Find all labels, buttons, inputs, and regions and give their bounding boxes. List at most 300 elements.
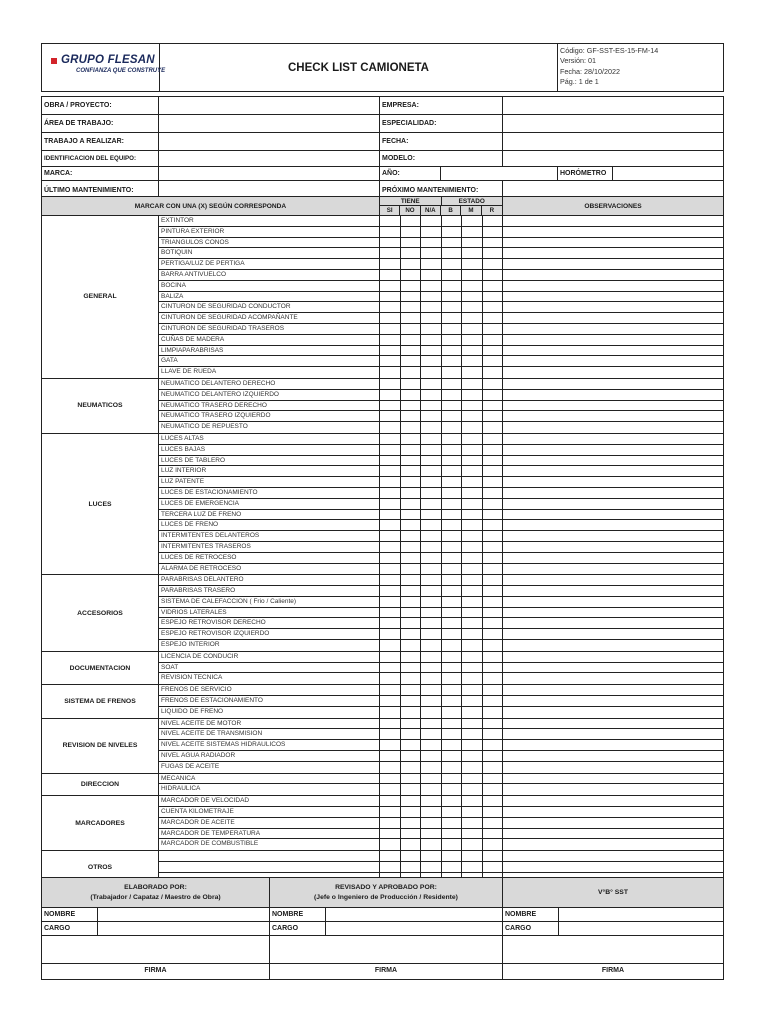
checkbox-na[interactable]	[421, 652, 442, 662]
checkbox-na[interactable]	[421, 618, 442, 628]
checkbox-b[interactable]	[442, 510, 463, 520]
checkbox-m[interactable]	[462, 520, 483, 530]
checkbox-si[interactable]	[380, 673, 401, 684]
checkbox-b[interactable]	[442, 379, 463, 389]
checkbox-na[interactable]	[421, 673, 442, 684]
checkbox-m[interactable]	[462, 829, 483, 839]
checkbox-no[interactable]	[401, 629, 422, 639]
checkbox-b[interactable]	[442, 411, 463, 421]
checkbox-si[interactable]	[380, 685, 401, 695]
checkbox-b[interactable]	[442, 248, 463, 258]
anio-field[interactable]	[441, 167, 558, 180]
checkbox-m[interactable]	[462, 673, 483, 684]
checkbox-r[interactable]	[483, 488, 504, 498]
checkbox-si[interactable]	[380, 796, 401, 806]
checkbox-si[interactable]	[380, 335, 401, 345]
observation-field[interactable]	[503, 851, 723, 861]
checkbox-m[interactable]	[462, 608, 483, 618]
observation-field[interactable]	[503, 685, 723, 695]
observation-field[interactable]	[503, 640, 723, 651]
checkbox-no[interactable]	[401, 796, 422, 806]
checkbox-no[interactable]	[401, 719, 422, 729]
checkbox-na[interactable]	[421, 216, 442, 226]
checkbox-m[interactable]	[462, 335, 483, 345]
checkbox-si[interactable]	[380, 281, 401, 291]
checkbox-no[interactable]	[401, 696, 422, 706]
checkbox-na[interactable]	[421, 784, 442, 795]
checkbox-b[interactable]	[442, 259, 463, 269]
checkbox-r[interactable]	[483, 751, 504, 761]
checkbox-b[interactable]	[442, 216, 463, 226]
checkbox-b[interactable]	[442, 292, 463, 302]
checkbox-no[interactable]	[401, 829, 422, 839]
checkbox-m[interactable]	[462, 818, 483, 828]
checkbox-r[interactable]	[483, 445, 504, 455]
cargo-field[interactable]	[326, 922, 502, 935]
checkbox-no[interactable]	[401, 663, 422, 673]
checkbox-na[interactable]	[421, 324, 442, 334]
checkbox-m[interactable]	[462, 248, 483, 258]
observation-field[interactable]	[503, 510, 723, 520]
checkbox-r[interactable]	[483, 608, 504, 618]
checkbox-m[interactable]	[462, 784, 483, 795]
checkbox-r[interactable]	[483, 401, 504, 411]
observation-field[interactable]	[503, 356, 723, 366]
checkbox-m[interactable]	[462, 663, 483, 673]
checkbox-na[interactable]	[421, 707, 442, 718]
checkbox-no[interactable]	[401, 652, 422, 662]
observation-field[interactable]	[503, 401, 723, 411]
checkbox-si[interactable]	[380, 248, 401, 258]
checkbox-m[interactable]	[462, 401, 483, 411]
checkbox-b[interactable]	[442, 335, 463, 345]
checkbox-r[interactable]	[483, 673, 504, 684]
checkbox-m[interactable]	[462, 862, 483, 872]
observation-field[interactable]	[503, 829, 723, 839]
checkbox-no[interactable]	[401, 216, 422, 226]
checkbox-b[interactable]	[442, 751, 463, 761]
checkbox-no[interactable]	[401, 313, 422, 323]
checkbox-m[interactable]	[462, 259, 483, 269]
checkbox-b[interactable]	[442, 466, 463, 476]
checkbox-r[interactable]	[483, 851, 504, 861]
checkbox-m[interactable]	[462, 762, 483, 773]
observation-field[interactable]	[503, 488, 723, 498]
observation-field[interactable]	[503, 292, 723, 302]
checkbox-r[interactable]	[483, 862, 504, 872]
checkbox-m[interactable]	[462, 488, 483, 498]
checkbox-m[interactable]	[462, 227, 483, 237]
modelo-field[interactable]	[503, 151, 723, 166]
checkbox-si[interactable]	[380, 456, 401, 466]
checkbox-b[interactable]	[442, 575, 463, 585]
checkbox-no[interactable]	[401, 401, 422, 411]
checkbox-r[interactable]	[483, 807, 504, 817]
checkbox-na[interactable]	[421, 248, 442, 258]
signature-area[interactable]	[503, 936, 723, 964]
checkbox-si[interactable]	[380, 608, 401, 618]
checkbox-si[interactable]	[380, 652, 401, 662]
checkbox-m[interactable]	[462, 796, 483, 806]
checkbox-si[interactable]	[380, 531, 401, 541]
checkbox-no[interactable]	[401, 751, 422, 761]
checkbox-si[interactable]	[380, 862, 401, 872]
checkbox-no[interactable]	[401, 335, 422, 345]
checkbox-b[interactable]	[442, 281, 463, 291]
checkbox-m[interactable]	[462, 719, 483, 729]
checkbox-si[interactable]	[380, 784, 401, 795]
checkbox-r[interactable]	[483, 292, 504, 302]
checkbox-r[interactable]	[483, 531, 504, 541]
checkbox-m[interactable]	[462, 839, 483, 850]
checkbox-na[interactable]	[421, 302, 442, 312]
checkbox-si[interactable]	[380, 346, 401, 356]
checkbox-si[interactable]	[380, 422, 401, 433]
checkbox-m[interactable]	[462, 640, 483, 651]
checkbox-r[interactable]	[483, 238, 504, 248]
checkbox-si[interactable]	[380, 729, 401, 739]
checkbox-na[interactable]	[421, 542, 442, 552]
checkbox-m[interactable]	[462, 313, 483, 323]
checkbox-no[interactable]	[401, 456, 422, 466]
checkbox-no[interactable]	[401, 564, 422, 575]
observation-field[interactable]	[503, 411, 723, 421]
nombre-field[interactable]	[98, 908, 269, 921]
checkbox-no[interactable]	[401, 422, 422, 433]
observation-field[interactable]	[503, 707, 723, 718]
checkbox-r[interactable]	[483, 510, 504, 520]
checkbox-r[interactable]	[483, 553, 504, 563]
checkbox-b[interactable]	[442, 673, 463, 684]
checkbox-na[interactable]	[421, 719, 442, 729]
observation-field[interactable]	[503, 302, 723, 312]
observation-field[interactable]	[503, 422, 723, 433]
checkbox-r[interactable]	[483, 346, 504, 356]
obra-field[interactable]	[159, 97, 380, 114]
observation-field[interactable]	[503, 248, 723, 258]
checkbox-no[interactable]	[401, 488, 422, 498]
checkbox-na[interactable]	[421, 356, 442, 366]
checkbox-no[interactable]	[401, 542, 422, 552]
checkbox-na[interactable]	[421, 390, 442, 400]
checkbox-m[interactable]	[462, 740, 483, 750]
checkbox-r[interactable]	[483, 618, 504, 628]
checkbox-b[interactable]	[442, 313, 463, 323]
observation-field[interactable]	[503, 531, 723, 541]
checkbox-m[interactable]	[462, 477, 483, 487]
checkbox-r[interactable]	[483, 248, 504, 258]
checkbox-b[interactable]	[442, 324, 463, 334]
checkbox-si[interactable]	[380, 411, 401, 421]
checkbox-r[interactable]	[483, 829, 504, 839]
observation-field[interactable]	[503, 696, 723, 706]
checkbox-m[interactable]	[462, 531, 483, 541]
checkbox-no[interactable]	[401, 640, 422, 651]
observation-field[interactable]	[503, 807, 723, 817]
checkbox-si[interactable]	[380, 542, 401, 552]
checkbox-m[interactable]	[462, 216, 483, 226]
checkbox-r[interactable]	[483, 434, 504, 444]
checkbox-m[interactable]	[462, 466, 483, 476]
checkbox-no[interactable]	[401, 367, 422, 378]
checkbox-no[interactable]	[401, 575, 422, 585]
checkbox-b[interactable]	[442, 401, 463, 411]
observation-field[interactable]	[503, 313, 723, 323]
checkbox-m[interactable]	[462, 575, 483, 585]
cargo-field[interactable]	[559, 922, 723, 935]
observation-field[interactable]	[503, 575, 723, 585]
checkbox-si[interactable]	[380, 829, 401, 839]
checkbox-na[interactable]	[421, 553, 442, 563]
area-field[interactable]	[159, 115, 380, 132]
checkbox-b[interactable]	[442, 862, 463, 872]
observation-field[interactable]	[503, 259, 723, 269]
checkbox-m[interactable]	[462, 542, 483, 552]
checkbox-r[interactable]	[483, 542, 504, 552]
checkbox-m[interactable]	[462, 685, 483, 695]
checkbox-b[interactable]	[442, 422, 463, 433]
checkbox-si[interactable]	[380, 390, 401, 400]
checkbox-si[interactable]	[380, 466, 401, 476]
checkbox-b[interactable]	[442, 302, 463, 312]
observation-field[interactable]	[503, 466, 723, 476]
signature-area[interactable]	[270, 936, 502, 964]
observation-field[interactable]	[503, 751, 723, 761]
checkbox-no[interactable]	[401, 839, 422, 850]
checkbox-na[interactable]	[421, 608, 442, 618]
checkbox-na[interactable]	[421, 346, 442, 356]
checkbox-b[interactable]	[442, 796, 463, 806]
observation-field[interactable]	[503, 379, 723, 389]
checkbox-no[interactable]	[401, 762, 422, 773]
checkbox-no[interactable]	[401, 818, 422, 828]
observation-field[interactable]	[503, 520, 723, 530]
observation-field[interactable]	[503, 597, 723, 607]
checkbox-si[interactable]	[380, 586, 401, 596]
checkbox-no[interactable]	[401, 597, 422, 607]
checkbox-r[interactable]	[483, 796, 504, 806]
checkbox-m[interactable]	[462, 356, 483, 366]
checkbox-no[interactable]	[401, 784, 422, 795]
checkbox-b[interactable]	[442, 227, 463, 237]
checkbox-si[interactable]	[380, 488, 401, 498]
observation-field[interactable]	[503, 586, 723, 596]
checkbox-si[interactable]	[380, 520, 401, 530]
checkbox-m[interactable]	[462, 696, 483, 706]
observation-field[interactable]	[503, 618, 723, 628]
checkbox-si[interactable]	[380, 302, 401, 312]
checkbox-b[interactable]	[442, 597, 463, 607]
observation-field[interactable]	[503, 608, 723, 618]
checkbox-r[interactable]	[483, 652, 504, 662]
checkbox-no[interactable]	[401, 851, 422, 861]
checkbox-r[interactable]	[483, 390, 504, 400]
observation-field[interactable]	[503, 456, 723, 466]
checkbox-si[interactable]	[380, 401, 401, 411]
checkbox-na[interactable]	[421, 531, 442, 541]
checkbox-na[interactable]	[421, 663, 442, 673]
observation-field[interactable]	[503, 673, 723, 684]
checkbox-na[interactable]	[421, 740, 442, 750]
checkbox-na[interactable]	[421, 227, 442, 237]
checkbox-na[interactable]	[421, 434, 442, 444]
checkbox-r[interactable]	[483, 216, 504, 226]
checkbox-r[interactable]	[483, 586, 504, 596]
checkbox-na[interactable]	[421, 510, 442, 520]
checkbox-si[interactable]	[380, 597, 401, 607]
checkbox-b[interactable]	[442, 685, 463, 695]
checkbox-si[interactable]	[380, 216, 401, 226]
fecha-field[interactable]	[503, 133, 723, 150]
checkbox-no[interactable]	[401, 807, 422, 817]
checkbox-m[interactable]	[462, 774, 483, 784]
checkbox-r[interactable]	[483, 379, 504, 389]
checkbox-si[interactable]	[380, 696, 401, 706]
checkbox-no[interactable]	[401, 673, 422, 684]
checkbox-r[interactable]	[483, 597, 504, 607]
cargo-field[interactable]	[98, 922, 269, 935]
observation-field[interactable]	[503, 346, 723, 356]
checkbox-si[interactable]	[380, 477, 401, 487]
checkbox-b[interactable]	[442, 829, 463, 839]
checkbox-na[interactable]	[421, 640, 442, 651]
checkbox-r[interactable]	[483, 456, 504, 466]
checkbox-si[interactable]	[380, 751, 401, 761]
checkbox-si[interactable]	[380, 839, 401, 850]
checkbox-b[interactable]	[442, 839, 463, 850]
observation-field[interactable]	[503, 652, 723, 662]
checkbox-si[interactable]	[380, 238, 401, 248]
checkbox-r[interactable]	[483, 477, 504, 487]
trabajo-field[interactable]	[159, 133, 380, 150]
checkbox-r[interactable]	[483, 335, 504, 345]
checkbox-no[interactable]	[401, 520, 422, 530]
observation-field[interactable]	[503, 839, 723, 850]
checkbox-no[interactable]	[401, 740, 422, 750]
observation-field[interactable]	[503, 227, 723, 237]
checkbox-na[interactable]	[421, 597, 442, 607]
checkbox-b[interactable]	[442, 356, 463, 366]
observation-field[interactable]	[503, 216, 723, 226]
checkbox-na[interactable]	[421, 829, 442, 839]
observation-field[interactable]	[503, 324, 723, 334]
observation-field[interactable]	[503, 564, 723, 575]
checkbox-na[interactable]	[421, 586, 442, 596]
checkbox-m[interactable]	[462, 281, 483, 291]
checkbox-na[interactable]	[421, 685, 442, 695]
checkbox-na[interactable]	[421, 520, 442, 530]
checkbox-na[interactable]	[421, 411, 442, 421]
checkbox-b[interactable]	[442, 346, 463, 356]
checkbox-r[interactable]	[483, 281, 504, 291]
checkbox-na[interactable]	[421, 445, 442, 455]
observation-field[interactable]	[503, 553, 723, 563]
checkbox-no[interactable]	[401, 445, 422, 455]
checkbox-b[interactable]	[442, 740, 463, 750]
checkbox-na[interactable]	[421, 807, 442, 817]
checkbox-r[interactable]	[483, 663, 504, 673]
checkbox-r[interactable]	[483, 575, 504, 585]
checkbox-r[interactable]	[483, 520, 504, 530]
observation-field[interactable]	[503, 335, 723, 345]
checkbox-r[interactable]	[483, 313, 504, 323]
checkbox-na[interactable]	[421, 762, 442, 773]
especialidad-field[interactable]	[503, 115, 723, 132]
identificacion-field[interactable]	[159, 151, 380, 166]
checkbox-r[interactable]	[483, 367, 504, 378]
checkbox-no[interactable]	[401, 238, 422, 248]
checkbox-r[interactable]	[483, 259, 504, 269]
checkbox-r[interactable]	[483, 411, 504, 421]
checkbox-b[interactable]	[442, 564, 463, 575]
observation-field[interactable]	[503, 784, 723, 795]
checkbox-b[interactable]	[442, 762, 463, 773]
checkbox-no[interactable]	[401, 346, 422, 356]
checkbox-m[interactable]	[462, 302, 483, 312]
observation-field[interactable]	[503, 796, 723, 806]
checkbox-no[interactable]	[401, 434, 422, 444]
observation-field[interactable]	[503, 663, 723, 673]
checkbox-no[interactable]	[401, 553, 422, 563]
checkbox-si[interactable]	[380, 807, 401, 817]
nombre-field[interactable]	[559, 908, 723, 921]
checkbox-b[interactable]	[442, 608, 463, 618]
checkbox-si[interactable]	[380, 324, 401, 334]
checkbox-b[interactable]	[442, 663, 463, 673]
checkbox-r[interactable]	[483, 466, 504, 476]
checkbox-r[interactable]	[483, 762, 504, 773]
checkbox-na[interactable]	[421, 488, 442, 498]
checkbox-na[interactable]	[421, 796, 442, 806]
checkbox-no[interactable]	[401, 586, 422, 596]
checkbox-na[interactable]	[421, 466, 442, 476]
checkbox-m[interactable]	[462, 586, 483, 596]
observation-field[interactable]	[503, 719, 723, 729]
checkbox-b[interactable]	[442, 542, 463, 552]
checkbox-m[interactable]	[462, 379, 483, 389]
checkbox-r[interactable]	[483, 629, 504, 639]
checkbox-si[interactable]	[380, 740, 401, 750]
observation-field[interactable]	[503, 445, 723, 455]
observation-field[interactable]	[503, 390, 723, 400]
observation-field[interactable]	[503, 729, 723, 739]
checkbox-na[interactable]	[421, 401, 442, 411]
horometro-field[interactable]	[613, 167, 723, 180]
checkbox-na[interactable]	[421, 575, 442, 585]
observation-field[interactable]	[503, 499, 723, 509]
checkbox-m[interactable]	[462, 851, 483, 861]
checkbox-r[interactable]	[483, 707, 504, 718]
checkbox-r[interactable]	[483, 784, 504, 795]
checkbox-na[interactable]	[421, 729, 442, 739]
observation-field[interactable]	[503, 367, 723, 378]
checkbox-b[interactable]	[442, 784, 463, 795]
checkbox-b[interactable]	[442, 629, 463, 639]
checkbox-si[interactable]	[380, 553, 401, 563]
checkbox-b[interactable]	[442, 499, 463, 509]
checkbox-si[interactable]	[380, 445, 401, 455]
checkbox-b[interactable]	[442, 445, 463, 455]
checkbox-m[interactable]	[462, 346, 483, 356]
empresa-field[interactable]	[503, 97, 723, 114]
checkbox-m[interactable]	[462, 707, 483, 718]
observation-field[interactable]	[503, 762, 723, 773]
checkbox-r[interactable]	[483, 729, 504, 739]
checkbox-m[interactable]	[462, 434, 483, 444]
checkbox-no[interactable]	[401, 302, 422, 312]
checkbox-na[interactable]	[421, 751, 442, 761]
checkbox-m[interactable]	[462, 367, 483, 378]
